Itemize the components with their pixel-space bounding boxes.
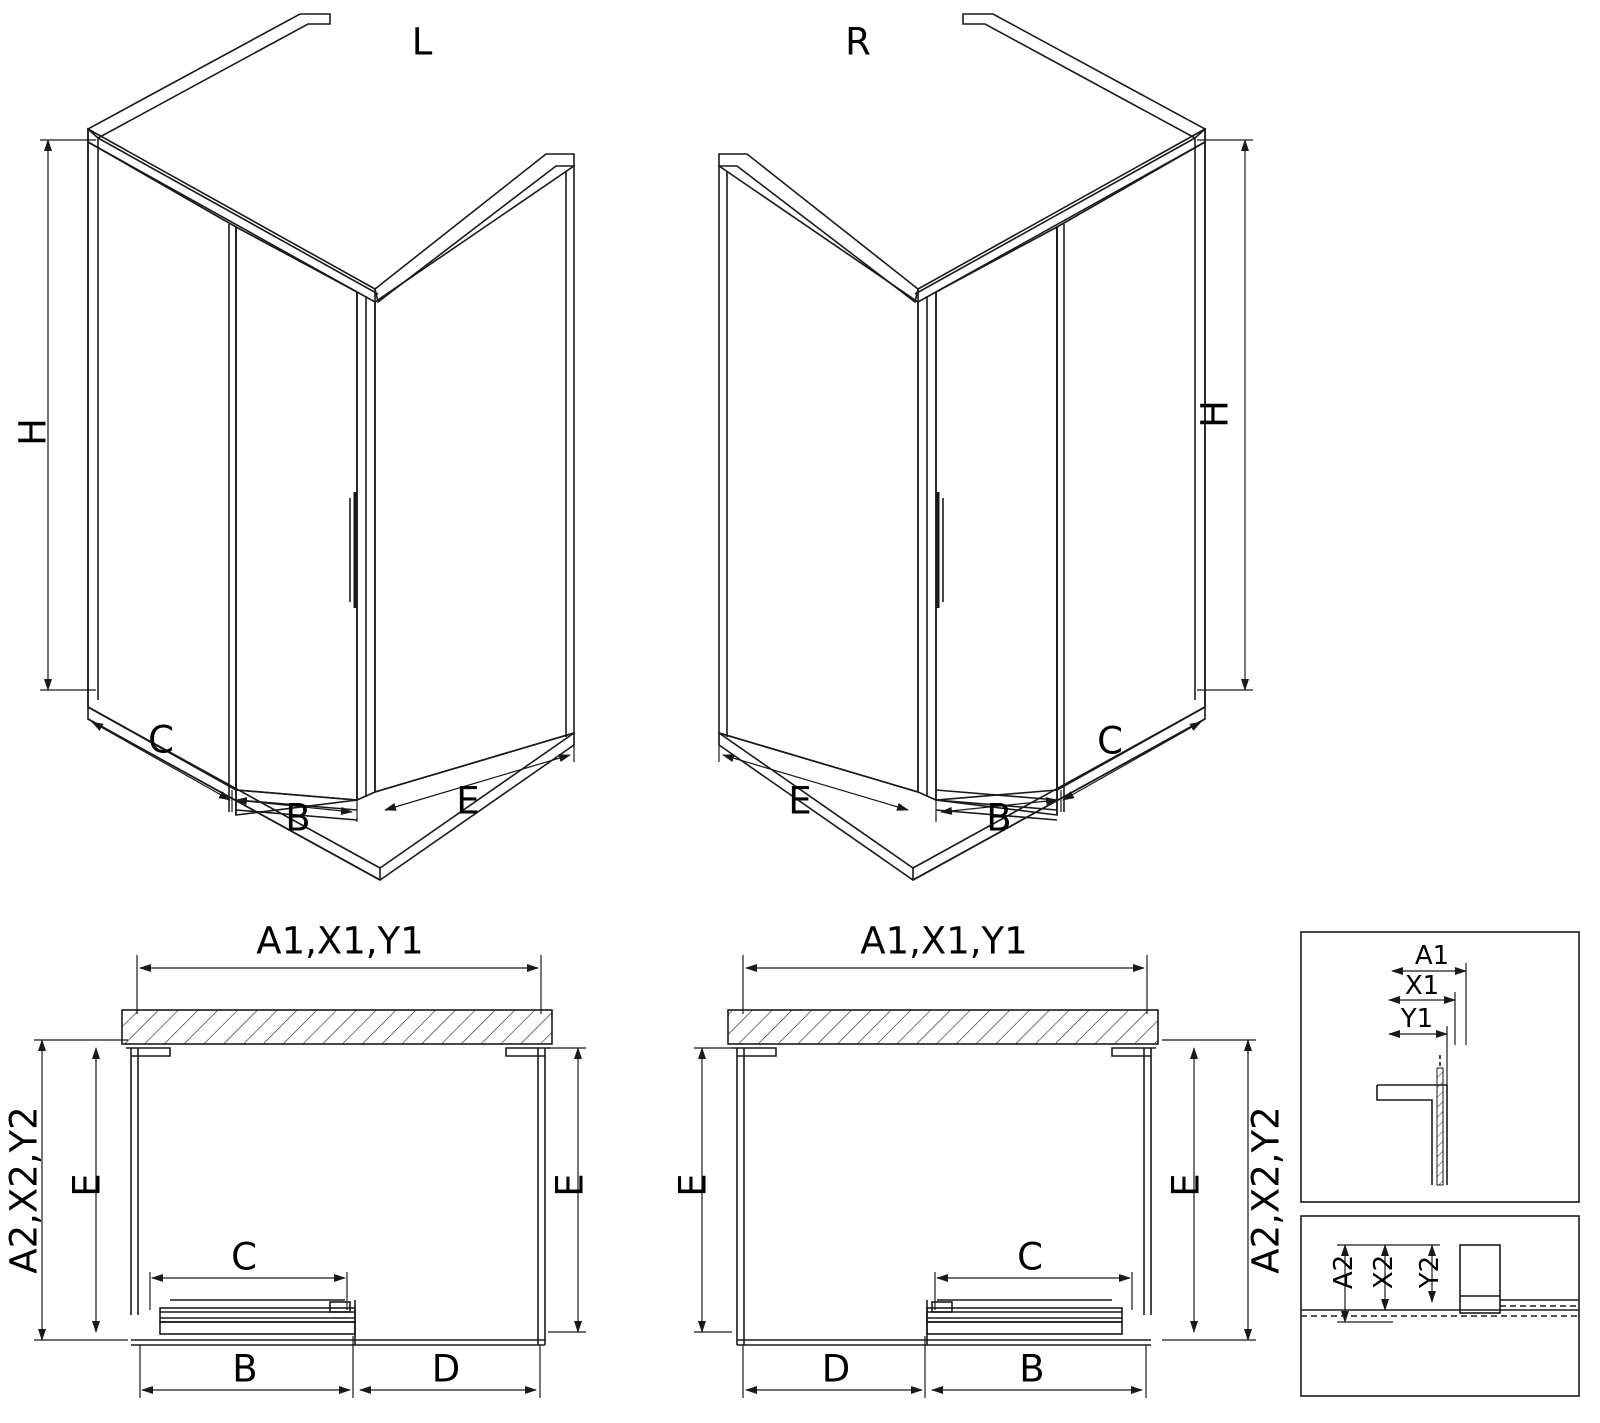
detail-bottom-dim-y2: Y2 xyxy=(1415,1255,1445,1289)
iso-left-view-label: L xyxy=(411,20,433,64)
detail-bottom-dim-a2: A2 xyxy=(1329,1254,1359,1290)
plan-left-dim-c: C xyxy=(231,1235,257,1279)
plan-left-inner-left-dim: E xyxy=(65,1173,109,1197)
plan-left-side-dim: A2,X2,Y2 xyxy=(2,1106,46,1274)
plan-right-inner-right-dim: E xyxy=(1164,1173,1208,1197)
iso-right-dim-c: C xyxy=(1097,719,1123,763)
iso-left-dim-e: E xyxy=(456,779,480,823)
plan-left-geometry xyxy=(122,1010,552,1345)
iso-right-height-dim: H xyxy=(1193,400,1237,428)
detail-bottom-dim-x2: X2 xyxy=(1369,1254,1399,1290)
iso-right-view-label: R xyxy=(845,20,871,64)
iso-right-dim-e: E xyxy=(788,779,812,823)
iso-left-dim-b: B xyxy=(285,796,311,840)
plan-right-side-dim: A2,X2,Y2 xyxy=(1244,1106,1288,1274)
iso-left-height-dim: H xyxy=(11,418,55,446)
iso-left-dimensions xyxy=(40,140,574,822)
iso-right-dim-b: B xyxy=(986,796,1012,840)
plan-right-top-dim: A1,X1,Y1 xyxy=(860,919,1028,963)
iso-right-geometry xyxy=(719,14,1205,880)
detail-top-dim-y1: Y1 xyxy=(1400,1004,1434,1034)
detail-top-dim-a1: A1 xyxy=(1414,941,1450,971)
plan-right-dim-d: D xyxy=(821,1347,851,1391)
plan-right-inner-left-dim: E xyxy=(671,1173,715,1197)
detail-bottom-geometry xyxy=(1301,1216,1579,1396)
iso-right-dimensions xyxy=(719,140,1253,822)
plan-left-dim-b: B xyxy=(232,1347,258,1391)
plan-right-dim-b: B xyxy=(1019,1347,1045,1391)
detail-top-geometry xyxy=(1301,932,1579,1202)
iso-left-dim-c: C xyxy=(148,718,174,762)
plan-right-dim-c: C xyxy=(1017,1235,1043,1279)
detail-top-dim-x1: X1 xyxy=(1404,971,1440,1001)
plan-left-top-dim: A1,X1,Y1 xyxy=(256,919,424,963)
plan-left-dim-d: D xyxy=(431,1347,461,1391)
plan-left-inner-right-dim: E xyxy=(548,1173,592,1197)
plan-right-geometry xyxy=(728,1010,1158,1345)
